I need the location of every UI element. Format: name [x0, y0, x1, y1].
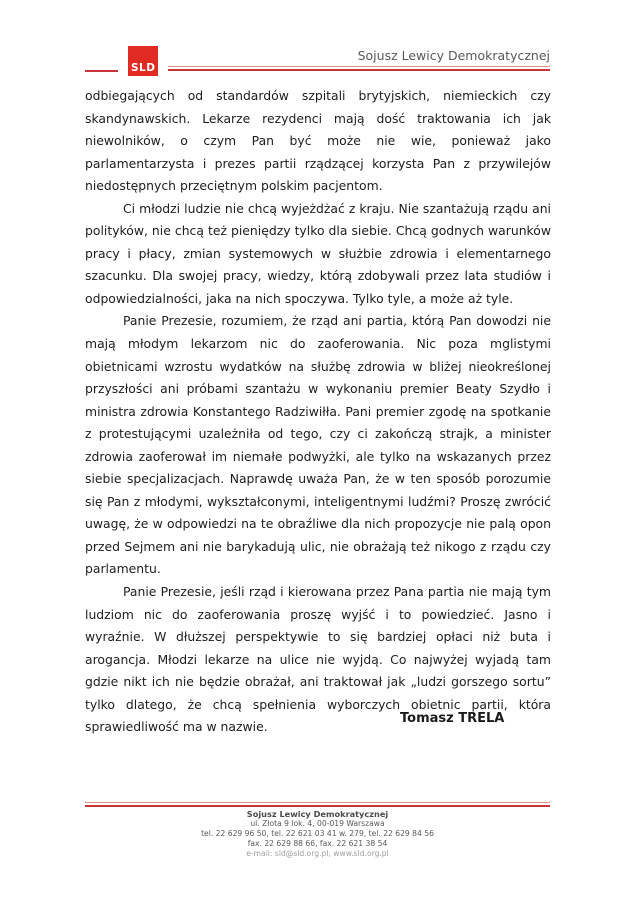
footer-org-name: Sojusz Lewicy Demokratycznej	[246, 809, 389, 819]
sld-logo-text: SLD	[131, 62, 156, 74]
header-org-name: Sojusz Lewicy Demokratycznej	[357, 48, 550, 63]
header-rule-left	[85, 70, 118, 72]
footer-phones: tel. 22 629 96 50, tel. 22 621 03 41 w. 279, tel. 22 629 84 56	[201, 829, 434, 838]
footer-rule	[85, 802, 550, 807]
paragraph-3: Panie Prezesie, rozumiem, że rząd ani partia, którą Pan dowodzi nie mają młodym lekarzom nic do zaoferowania. Nic poza mglistymi obietnicami wzrostu wydatków na służbę zdrowia w bliżej nieokreślonej przyszłości ani próbami szantażu w wykonaniu premier Beaty Szydło i ministra zdrowia Konstantego Radziwiłła. Pani premier zgodę na spotkanie z protestującymi uzależniła od tego, czy ci zakończą strajk, a minister zdrowia zaoferował im niemałe podwyżki, ale tylko na wskazanych przez siebie specjalizacjach. Naprawdę uważa Pan, że w ten sposób porozumie się Pan z młodymi, wykształconymi, inteligentnymi ludźmi? Proszę zwrócić uwagę, że w odpowiedzi na te obraźliwe dla nich propozycje nie palą opon przed Sejmem ani nie barykadują ulic, nie obrażają też nikogo z rządu czy parlamentu.	[85, 313, 551, 577]
footer-email-web: e-mail: sld@sld.org.pl, www.sld.org.pl	[246, 849, 389, 858]
paragraph-1: odbiegających od standardów szpitali brytyjskich, niemieckich czy skandynawskich. Lekarze rezydenci mają dość traktowania ich jak niewolników, o czym Pan być może nie wie, ponieważ jako parlamentarzysta i prezes partii rządzącej korzysta Pan z przywilejów niedostępnych przeciętnym polskim pacjentom.	[85, 88, 551, 194]
footer-block	[85, 809, 550, 859]
footer-address: ul. Złota 9 lok. 4, 00-019 Warszawa	[250, 819, 385, 828]
paragraph-2: Ci młodzi ludzie nie chcą wyjeżdżać z kraju. Nie szantażują rządu ani polityków, nie chcą też pieniędzy tylko dla siebie. Chcą godnych warunków pracy i płacy, zmian systemowych w służbie zdrowia i elementarnego szacunku. Dla swojej pracy, wiedzy, którą zdobywali przez lata studiów i odpowiedzialności, jaka na nich spoczywa. Tylko tyle, a może aż tyle.	[85, 200, 551, 306]
paragraph-4: Panie Prezesie, jeśli rząd i kierowana przez Pana partia nie mają tym ludziom nic do zaoferowania proszę wyjść i to powiedzieć. Jasno i wyraźnie. W dłuższej perspektywie to się bardziej opłaci niż buta i arogancja. Młodzi lekarze na ulice nie wyjdą. Co najwyżej wyjadą tam gdzie nikt ich nie będzie obrażał, ani traktował jak „ludzi gorszego sortu” tylko dlatego, że chcą spełnienia wyborczych obietnic partii, która sprawiedliwość ma w nazwie.	[85, 584, 551, 735]
sld-logo	[128, 46, 158, 76]
header-rule	[168, 66, 550, 71]
footer-fax: fax. 22 629 88 66, fax. 22 621 38 54	[247, 839, 388, 848]
letter-body	[85, 85, 551, 739]
signature-name: Tomasz TRELA	[400, 711, 505, 726]
